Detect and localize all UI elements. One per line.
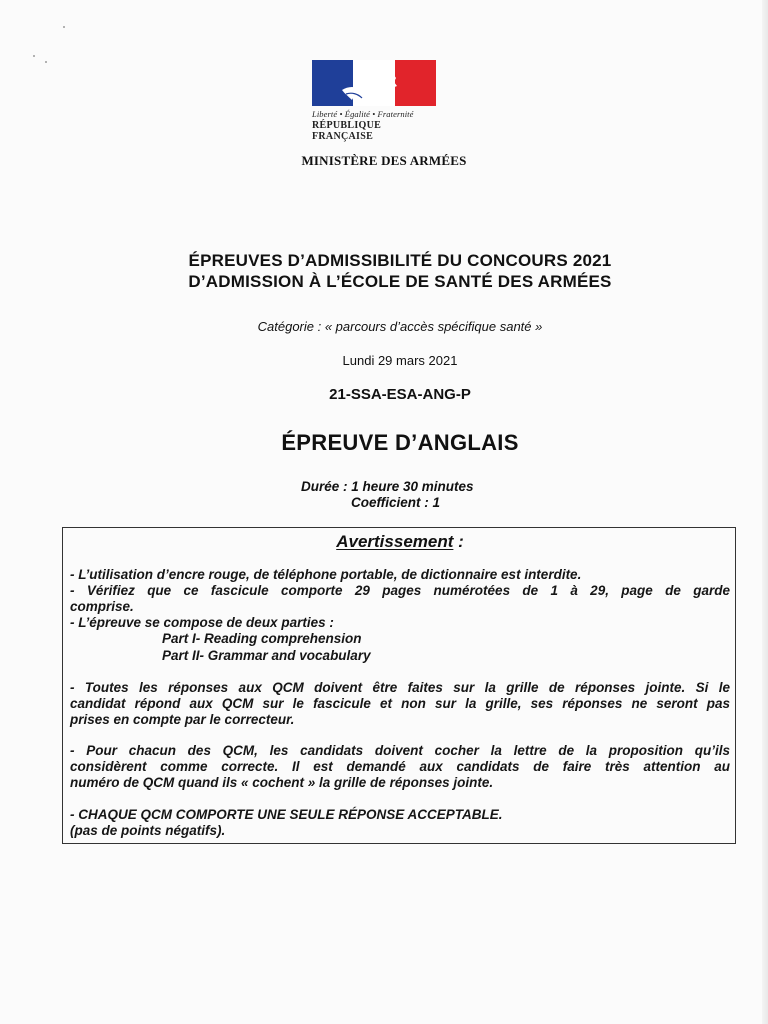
marianne-flag-icon — [312, 60, 436, 106]
ministere-heading: MINISTÈRE DES ARMÉES — [301, 153, 467, 168]
exam-date: Lundi 29 mars 2021 — [342, 353, 458, 368]
warning-line: prises en compte par le correcteur. — [70, 712, 295, 727]
warning-line: numéro de QCM quand ils « cochent » la grille de réponses jointe. — [70, 775, 494, 790]
part-item: Part II- Grammar and vocabulary — [162, 648, 371, 663]
warning-line: - Toutes les réponses aux QCM doivent être faites sur la grille de réponses jointe. Si le — [70, 680, 730, 695]
exam-title-line-2: D’ADMISSION À L’ÉCOLE DE SANTÉ DES ARMÉES — [188, 272, 612, 291]
warning-line: - Pour chacun des QCM, les candidats doivent cocher la lettre de la proposition qu’ils — [70, 743, 730, 758]
avertissement-title: Avertissement — [336, 532, 454, 551]
exam-title-line-1: ÉPREUVES D’ADMISSIBILITÉ DU CONCOURS 2021 — [188, 251, 612, 270]
coefficient-text: Coefficient : 1 — [351, 495, 441, 510]
scan-speck — [45, 61, 47, 63]
warning-line: - L’utilisation d’encre rouge, de téléphone portable, de dictionnaire est interdite. — [70, 567, 582, 582]
avertissement-heading — [63, 532, 737, 552]
categorie-text: Catégorie : « parcours d’accès spécifique santé » — [257, 319, 543, 334]
warning-line: (pas de points négatifs). — [70, 823, 226, 838]
marianne-logo — [312, 60, 438, 142]
scan-speck — [63, 26, 65, 28]
warning-line: candidat répond aux QCM sur le fascicule et non sur la grille, ses réponses ne seront pas — [70, 696, 730, 711]
epreuve-title: ÉPREUVE D’ANGLAIS — [281, 430, 519, 455]
part-item: Part I- Reading comprehension — [162, 631, 362, 646]
warning-line: - CHAQUE QCM COMPORTE UNE SEULE RÉPONSE ACCEPTABLE. — [70, 807, 503, 822]
warning-line: - L’épreuve se compose de deux parties : — [70, 615, 334, 630]
devise-text: Liberté • Égalité • Fraternité — [312, 109, 414, 119]
republique-francaise-text: RÉPUBLIQUE FRANÇAISE — [312, 120, 382, 142]
exam-code: 21-SSA-ESA-ANG-P — [329, 386, 471, 403]
warning-line: considèrent comme correcte. Il est demandé aux candidats de faire très attention au — [70, 759, 730, 774]
avertissement-box — [62, 527, 736, 844]
warning-line: - Vérifiez que ce fascicule comporte 29 pages numérotées de 1 à 29, page de garde — [70, 583, 730, 598]
avertissement-colon: : — [453, 532, 464, 551]
scan-speck — [33, 55, 35, 57]
warning-line: comprise. — [70, 599, 134, 614]
duree-text: Durée : 1 heure 30 minutes — [301, 479, 474, 494]
